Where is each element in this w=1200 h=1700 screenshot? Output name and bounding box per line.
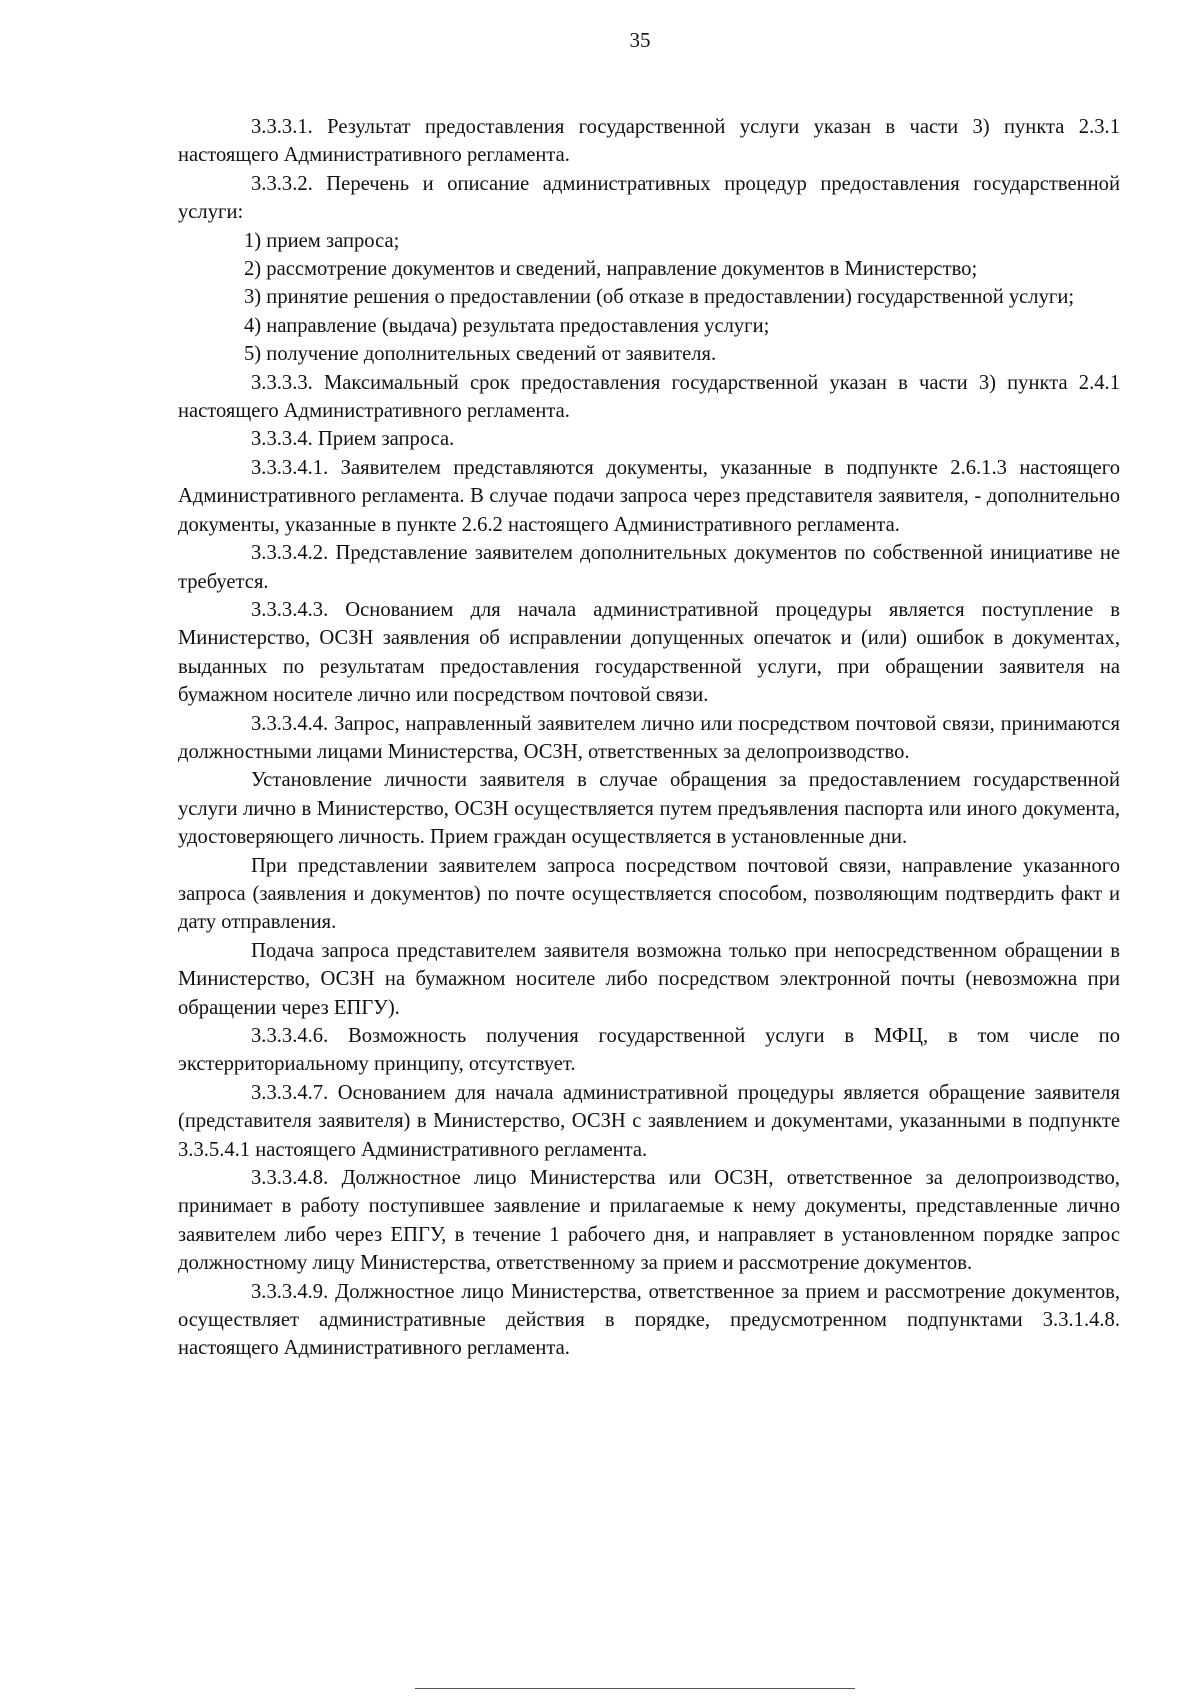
paragraph-postal: При представлении заявителем запроса посредством почтовой связи, направление указанного запроса (заявления и документов) по почте осуществляется способом, позволяющим подтвердить факт и дату отправления.	[178, 854, 1120, 934]
paragraph-representative: Подача запроса представителем заявителя возможна только при непосредственном обращении в Министерство, ОСЗН на бумажном носителе либо посредством электронной почты (невозможна при обращении через ЕПГУ).	[178, 939, 1120, 1019]
paragraph-3-3-3-4-4: 3.3.3.4.4. Запрос, направленный заявителем лично или посредством почтовой связи, принимаются должностными лицами Министерства, ОСЗН, ответственных за делопроизводство.	[178, 712, 1120, 763]
list-item: 1) прием запроса;	[244, 229, 400, 252]
paragraph-3-3-3-2: 3.3.3.2. Перечень и описание административных процедур предоставления государственной услуги:	[178, 172, 1120, 224]
paragraph-3-3-3-4-2: 3.3.3.4.2. Представление заявителем дополнительных документов по собственной инициативе не требуется.	[178, 542, 1120, 593]
paragraph-3-3-3-4-8: 3.3.3.4.8. Должностное лицо Министерства или ОСЗН, ответственное за делопроизводство, принимает в работу поступившее заявление и прилагаемые к нему документы, представленные лично заявителем либо через ЕПГУ, в течение 1 рабочего дня, и направляет в установленном порядке запрос должностному лицу Министерства, ответственному за прием и рассмотрение документов.	[178, 1167, 1120, 1275]
list-item: 3) принятие решения о предоставлении (об отказе в предоставлении) государственной услуги;	[244, 286, 1075, 309]
paragraph-3-3-3-4-3: 3.3.3.4.3. Основанием для начала административной процедуры является поступление в Министерство, ОСЗН заявления об исправлении допущенных опечаток и (или) ошибок в документах, выданных по результатам предоставления государственной услуги, при обращении заявителя на бумажном носителе лично или посредством почтовой связи.	[178, 598, 1120, 707]
list-item: 2) рассмотрение документов и сведений, направление документов в Министерство;	[244, 258, 978, 281]
list-item: 5) получение дополнительных сведений от заявителя.	[244, 343, 717, 366]
paragraph-3-3-3-4-7: 3.3.3.4.7. Основанием для начала административной процедуры является обращение заявителя (представителя заявителя) в Министерство, ОСЗН с заявлением и документами, указанными в подпункте 3.3.5.4.1 настоящего Административного регламента.	[178, 1081, 1120, 1161]
paragraph-3-3-3-4: 3.3.3.4. Прием запроса.	[251, 428, 455, 451]
footer-rule	[415, 1688, 855, 1689]
paragraph-3-3-3-1: 3.3.3.1. Результат предоставления государственной услуги указан в части 3) пункта 2.3.1 настоящего Административного регламента.	[178, 116, 1120, 167]
list-item: 4) направление (выдача) результата предоставления услуги;	[244, 314, 770, 337]
paragraph-3-3-3-4-1: 3.3.3.4.1. Заявителем представляются документы, указанные в подпункте 2.6.1.3 настоящего Административного регламента. В случае подачи запроса через представителя заявителя, - дополнительно документы, указанные в пункте 2.6.2 настоящего Административного регламента.	[178, 456, 1120, 536]
paragraph-3-3-3-3: 3.3.3.3. Максимальный срок предоставления государственной указан в части 3) пункта 2.4.1 настоящего Административного регламента.	[178, 371, 1120, 423]
page-number: 35	[629, 28, 651, 52]
paragraph-identity: Установление личности заявителя в случае обращения за предоставлением государственной услуги лично в Министерство, ОСЗН осуществляется путем предъявления паспорта или иного документа, удостоверяющего личность. Прием граждан осуществляется в установленные дни.	[178, 769, 1120, 849]
paragraph-3-3-3-4-6: 3.3.3.4.6. Возможность получения государственной услуги в МФЦ, в том числе по экстерриториальному принципу, отсутствует.	[178, 1025, 1120, 1076]
paragraph-3-3-3-4-9: 3.3.3.4.9. Должностное лицо Министерства, ответственное за прием и рассмотрение документов, осуществляет административные действия в порядке, предусмотренном подпунктами 3.3.1.4.8. настоящего Административного регламента.	[178, 1280, 1120, 1360]
document-body	[178, 113, 1120, 1363]
